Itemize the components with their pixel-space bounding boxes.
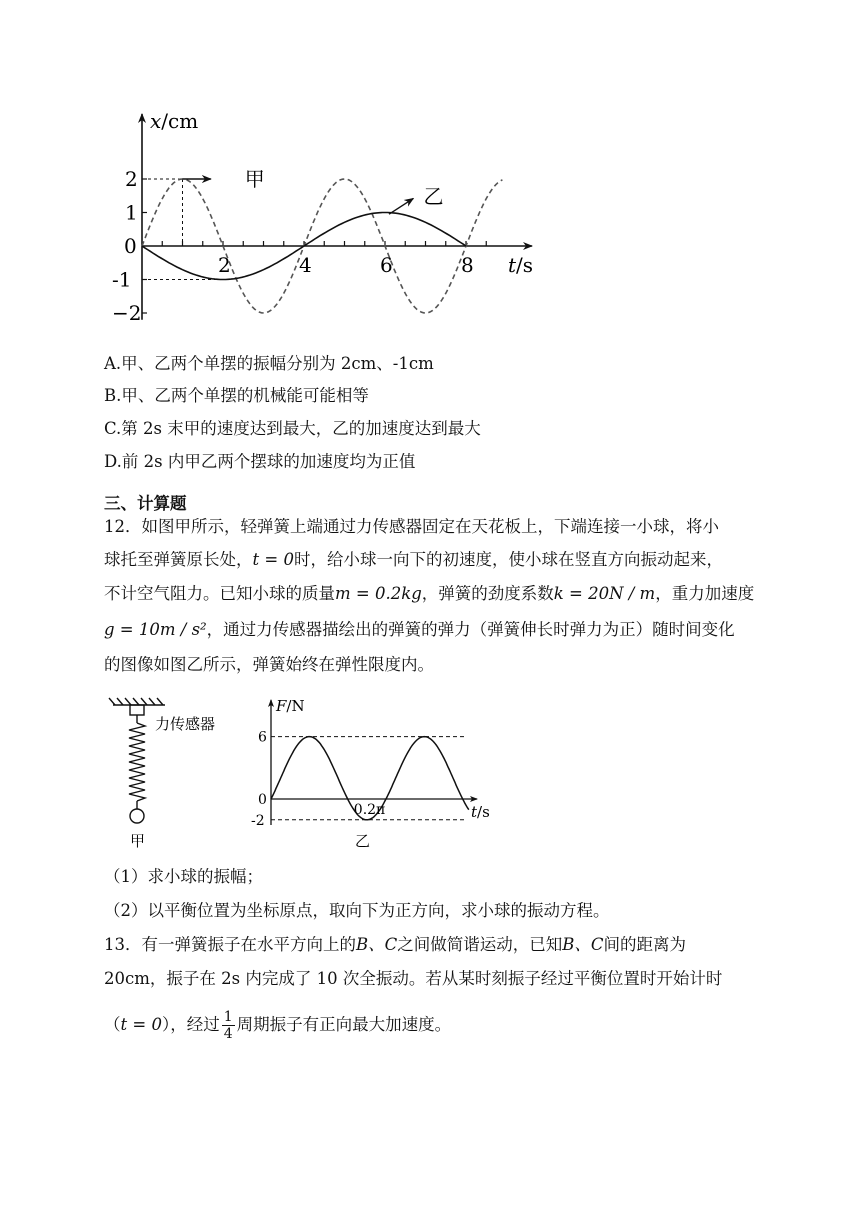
q12-sub2: （2）以平衡位置为坐标原点，取向下为正方向，求小球的振动方程。: [104, 901, 610, 920]
option-c: C.第 2s 末甲的速度达到最大，乙的加速度达到最大: [104, 419, 481, 438]
option-a: A.甲、乙两个单摆的振幅分别为 2cm、-1cm: [104, 354, 434, 373]
y-tick-label: −2: [112, 301, 142, 325]
q12-line3: 不计空气阻力。已知小球的质量m = 0.2kg，弹簧的劲度系数k = 20N / m，重力加速度: [104, 584, 755, 603]
xt-graph: [100, 100, 550, 340]
y-tick-label: 6: [258, 729, 267, 746]
y-tick-label: 2: [125, 167, 138, 191]
y-tick-label: -2: [251, 812, 265, 829]
f-axis-label: F/N: [276, 697, 305, 715]
x-tick-label: 4: [299, 253, 312, 277]
y-axis-label: x/cm: [150, 109, 199, 133]
x-tick-label: 8: [461, 253, 474, 277]
y-tick-label: 0: [124, 234, 137, 258]
series-jia-label: 甲: [244, 167, 265, 191]
y-tick-label: 1: [125, 200, 138, 225]
x-tick-label: 2: [218, 253, 231, 277]
t-axis-label: t/s: [471, 803, 490, 821]
q12-sub1: （1）求小球的振幅；: [104, 867, 263, 886]
fraction-one-quarter: $\frac{1}{4}$: [223, 1009, 233, 1042]
ft-graph: [245, 695, 505, 855]
x-axis-label: t/s: [508, 253, 534, 277]
spring-apparatus-figure: [105, 695, 235, 855]
option-b: B.甲、乙两个单摆的机械能可能相等: [104, 386, 369, 405]
q12-line4: g = 10m / s²，通过力传感器描绘出的弹簧的弹力（弹簧伸长时弹力为正）随时间变化: [104, 620, 735, 639]
y-tick-label: -1: [112, 267, 132, 292]
series-yi-label: 乙: [423, 184, 444, 209]
q13-line1: 13．有一弹簧振子在水平方向上的B、C之间做简谐运动，已知B、C间的距离为: [104, 935, 686, 954]
q13-line2: 20cm，振子在 2s 内完成了 10 次全振动。若从某时刻振子经过平衡位置时开始计时: [104, 969, 723, 988]
q12-line5: 的图像如图乙所示，弹簧始终在弹性限度内。: [104, 655, 434, 674]
section-title: 三、计算题: [104, 494, 187, 513]
q13-line3: （t = 0），经过 $\frac{1}{4}$ 周期振子有正向最大加速度。: [104, 1009, 452, 1042]
figure-yi-label: 乙: [355, 832, 371, 850]
q12-line2: 球托至弹簧原长处，t = 0时，给小球一向下的初速度，使小球在竖直方向振动起来，: [104, 550, 723, 569]
figure-jia-label: 甲: [130, 832, 146, 850]
x-tick-label: 6: [380, 253, 393, 277]
x-annotation: 0.2π: [353, 802, 386, 818]
sensor-label: 力传感器: [155, 715, 216, 733]
q12-line1: 12．如图甲所示，轻弹簧上端通过力传感器固定在天花板上，下端连接一小球，将小: [104, 517, 719, 536]
option-d: D.前 2s 内甲乙两个摆球的加速度均为正值: [104, 452, 416, 471]
y-tick-label: 0: [258, 792, 267, 808]
series-yi-pointer: [389, 198, 413, 214]
